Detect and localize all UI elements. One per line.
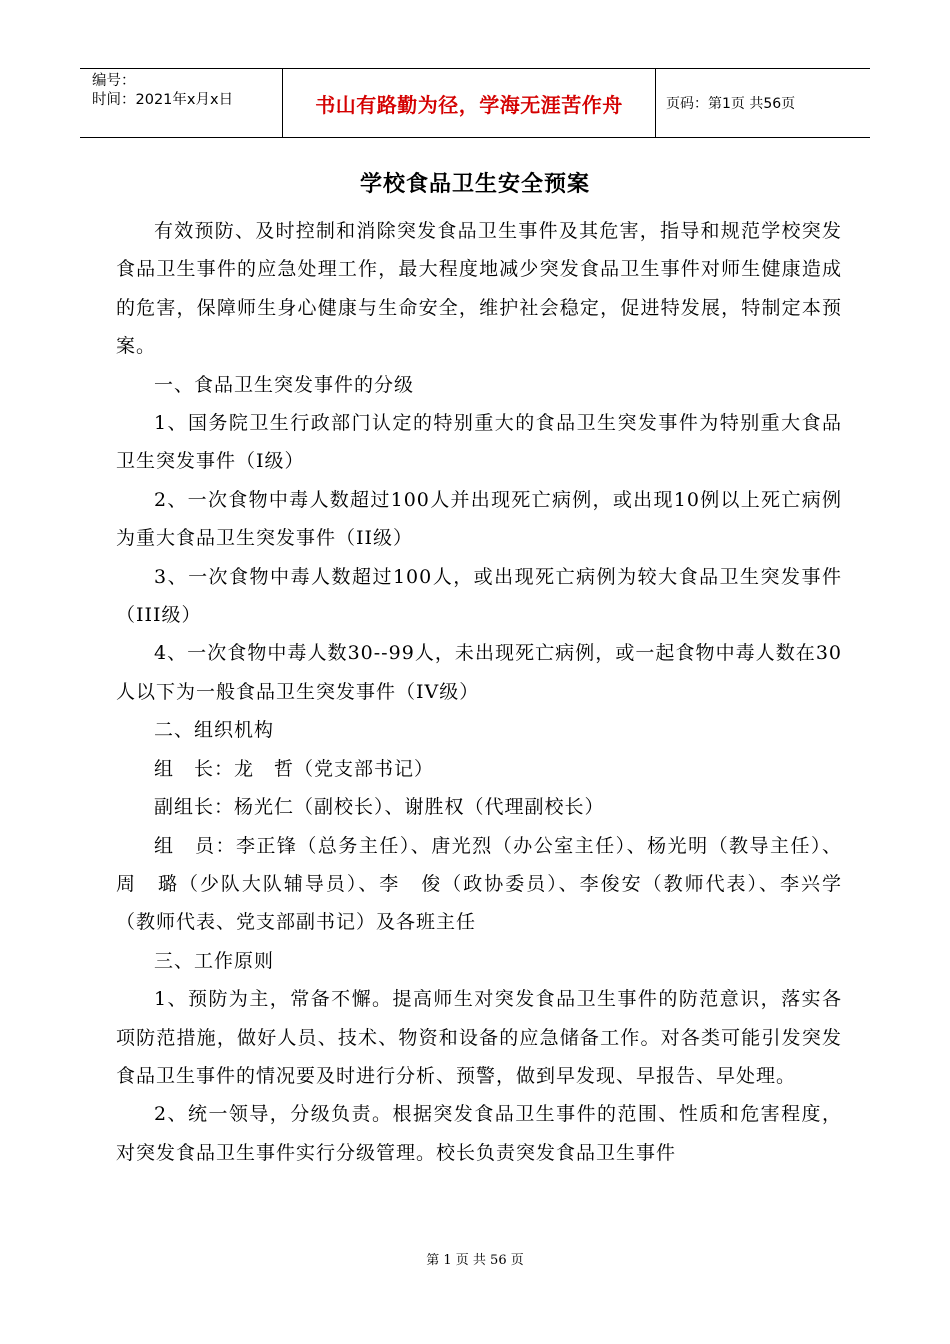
header-page-cell bbox=[656, 69, 870, 137]
document-body bbox=[116, 212, 842, 1172]
paragraph-level-2: 2、一次食物中毒人数超过100人并出现死亡病例，或出现10例以上死亡病例为重大食品卫生突发事件（II级） bbox=[116, 488, 842, 550]
section-heading-principles: 三、工作原则 bbox=[154, 949, 275, 972]
header-motto-cell bbox=[282, 69, 656, 137]
paragraph-principle-1: 1、预防为主，常备不懈。提高师生对突发食品卫生事件的防范意识，落实各项防范措施，做好人员、技术、物资和设备的应急储备工作。对各类可能引发突发食品卫生事件的情况要及时进行分析、预警，做到早发现、早报告、早处理。 bbox=[116, 988, 842, 1087]
paragraph-level-1: 1、国务院卫生行政部门认定的特别重大的食品卫生突发事件为特别重大食品卫生突发事件（I级） bbox=[116, 412, 842, 473]
document-title: 学校食品卫生安全预案 bbox=[359, 171, 590, 197]
page-info: 页码：第1页 共56页 bbox=[666, 96, 796, 112]
document-header bbox=[80, 68, 870, 138]
time-label: 时间：2021年x月x日 bbox=[92, 92, 234, 108]
header-meta-cell bbox=[80, 69, 282, 137]
page-footer: 第 1 页 共 56 页 bbox=[426, 1253, 524, 1268]
section-heading-organization: 二、组织机构 bbox=[154, 719, 275, 742]
motto-text: 书山有路勤为径，学海无涯苦作舟 bbox=[315, 92, 623, 117]
paragraph-leader: 组 长：龙 哲（党支部书记） bbox=[154, 757, 435, 780]
number-label: 编号： bbox=[92, 73, 136, 89]
paragraph-intro: 有效预防、及时控制和消除突发食品卫生事件及其危害，指导和规范学校突发食品卫生事件的应急处理工作，最大程度地减少突发食品卫生事件对师生健康造成的危害，保障师生身心健康与生命安全，维护社会稳定，促进特发展，特制定本预案。 bbox=[116, 220, 842, 358]
paragraph-deputy-leader: 副组长：杨光仁（副校长）、谢胜权（代理副校长） bbox=[154, 796, 605, 819]
paragraph-principle-2: 2、统一领导，分级负责。根据突发食品卫生事件的范围、性质和危害程度，对突发食品卫生事件实行分级管理。校长负责突发食品卫生事件 bbox=[116, 1103, 842, 1164]
paragraph-level-3: 3、一次食物中毒人数超过100人，或出现死亡病例为较大食品卫生突发事件（III级） bbox=[116, 565, 842, 627]
section-heading-levels: 一、食品卫生突发事件的分级 bbox=[154, 373, 415, 396]
paragraph-members: 组 员：李正锋（总务主任）、唐光烈（办公室主任）、杨光明（教导主任）、周 璐（少队大队辅导员）、李 俊（政协委员）、李俊安（教师代表）、李兴学（教师代表、党支部副书记）及各班主任 bbox=[116, 834, 842, 934]
paragraph-level-4: 4、一次食物中毒人数30--99人，未出现死亡病例，或一起食物中毒人数在30人以下为一般食品卫生突发事件（IV级） bbox=[116, 642, 842, 703]
